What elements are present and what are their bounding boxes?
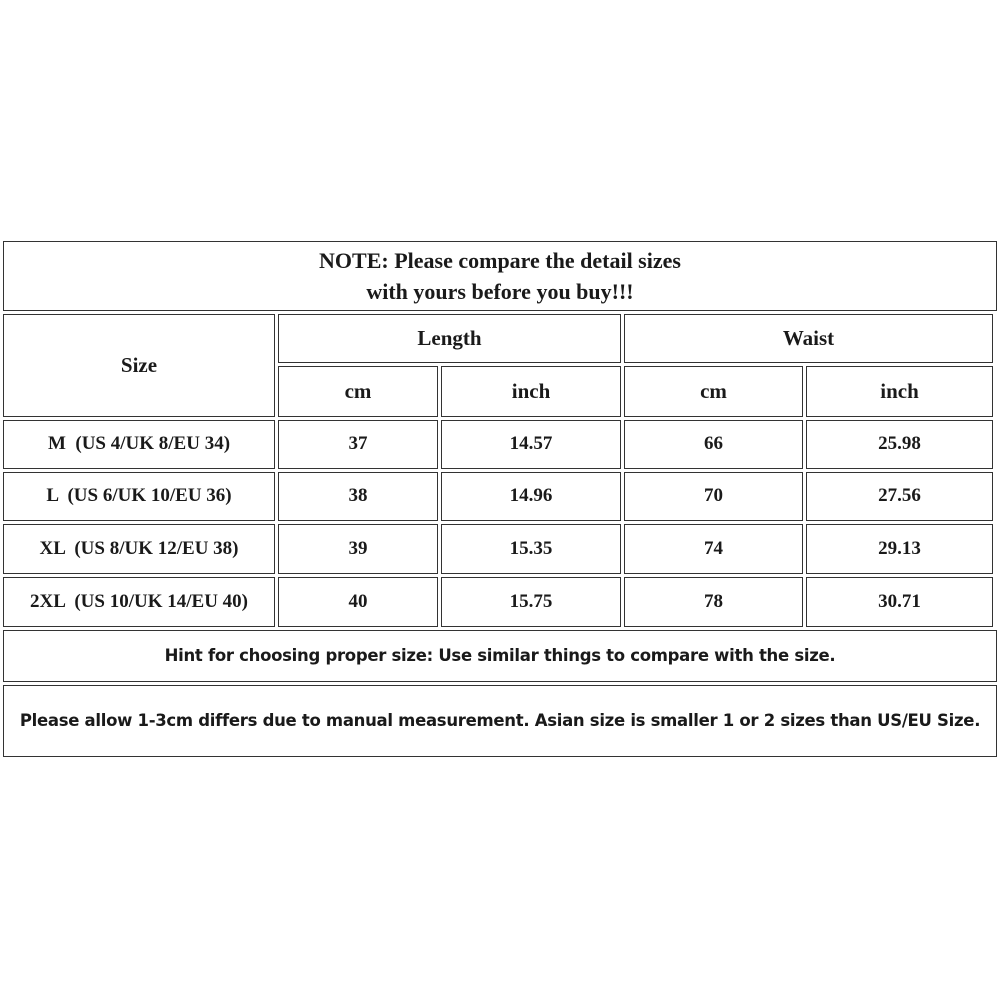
measurement-disclaimer: Please allow 1-3cm differs due to manual measurement. Asian size is smaller 1 or 2 sizes than US/EU Size. bbox=[3, 685, 997, 757]
length-inch-m: 14.57 bbox=[441, 420, 621, 469]
note-banner bbox=[3, 241, 997, 311]
size-label-l: L (US 6/UK 10/EU 36) bbox=[3, 472, 275, 521]
waist-cm-2xl: 78 bbox=[624, 577, 803, 627]
header-length-cm: cm bbox=[278, 366, 438, 417]
length-cm-l: 38 bbox=[278, 472, 438, 521]
waist-cm-m: 66 bbox=[624, 420, 803, 469]
hint-text: Hint for choosing proper size: Use similar things to compare with the size. bbox=[3, 630, 997, 682]
header-size: Size bbox=[3, 314, 275, 417]
waist-inch-2xl: 30.71 bbox=[806, 577, 993, 627]
size-label-m: M (US 4/UK 8/EU 34) bbox=[3, 420, 275, 469]
length-inch-2xl: 15.75 bbox=[441, 577, 621, 627]
waist-cm-xl: 74 bbox=[624, 524, 803, 574]
header-length: Length bbox=[278, 314, 621, 363]
header-waist: Waist bbox=[624, 314, 993, 363]
waist-inch-m: 25.98 bbox=[806, 420, 993, 469]
length-inch-l: 14.96 bbox=[441, 472, 621, 521]
header-waist-inch: inch bbox=[806, 366, 993, 417]
note-line-1: NOTE: Please compare the detail sizes bbox=[319, 248, 681, 273]
size-label-2xl: 2XL (US 10/UK 14/EU 40) bbox=[3, 577, 275, 627]
length-cm-2xl: 40 bbox=[278, 577, 438, 627]
length-cm-xl: 39 bbox=[278, 524, 438, 574]
header-length-inch: inch bbox=[441, 366, 621, 417]
note-line-2: with yours before you buy!!! bbox=[366, 279, 634, 304]
waist-inch-l: 27.56 bbox=[806, 472, 993, 521]
waist-cm-l: 70 bbox=[624, 472, 803, 521]
length-cm-m: 37 bbox=[278, 420, 438, 469]
header-waist-cm: cm bbox=[624, 366, 803, 417]
length-inch-xl: 15.35 bbox=[441, 524, 621, 574]
waist-inch-xl: 29.13 bbox=[806, 524, 993, 574]
size-label-xl: XL (US 8/UK 12/EU 38) bbox=[3, 524, 275, 574]
